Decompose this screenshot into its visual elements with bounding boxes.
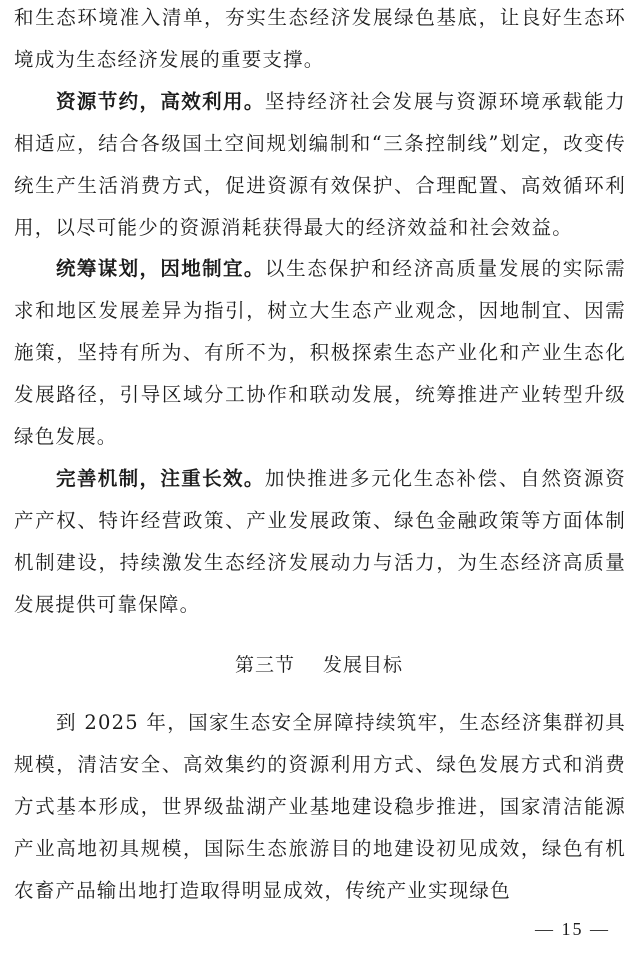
page-number: — 15 — (535, 919, 610, 939)
paragraph-resource-saving (14, 81, 626, 249)
section-body (14, 702, 626, 912)
paragraph-improve-mechanism (14, 458, 626, 626)
paragraph-continuation (14, 0, 626, 81)
paragraph-lead-heading: 统筹谋划，因地制宜。 (56, 257, 265, 281)
paragraph-text: 加快推进多元化生态补偿、自然资源资产产权、特许经营政策、产业发展政策、绿色金融政策等方面体制机制建设，持续激发生态经济发展动力与活力，为生态经济高质量发展提供可靠保障。 (14, 466, 626, 616)
paragraph-goals (14, 702, 626, 912)
paragraph-text: 和生态环境准入清单，夯实生态经济发展绿色基底，让良好生态环境成为生态经济发展的重要支撑。 (14, 6, 626, 71)
section-title: 发展目标 (323, 654, 404, 676)
body-text (14, 0, 626, 626)
paragraph-lead-heading: 完善机制，注重长效。 (56, 466, 265, 490)
paragraph-text: 到 2025 年，国家生态安全屏障持续筑牢，生态经济集群初具规模，清洁安全、高效集约的资源利用方式、绿色发展方式和消费方式基本形成，世界级盐湖产业基地建设稳步推进，国家清洁能源产业高地初具规模，国际生态旅游目的地建设初见成效，绿色有机农畜产品输出地打造取得明显成效，传统产业实现绿色 (14, 711, 626, 902)
section-heading (0, 645, 638, 685)
paragraph-text: 以生态保护和经济高质量发展的实际需求和地区发展差异为指引，树立大生态产业观念，因地制宜、因需施策，坚持有所为、有所不为，积极探索生态产业化和产业生态化发展路径，引导区域分工协作和联动发展，统筹推进产业转型升级绿色发展。 (14, 257, 626, 449)
paragraph-lead-heading: 资源节约，高效利用。 (56, 89, 265, 113)
section-number: 第三节 (234, 654, 295, 676)
paragraph-text: 坚持经济社会发展与资源环境承载能力相适应，结合各级国土空间规划编制和“三条控制线”划定，改变传统生产生活消费方式，促进资源有效保护、合理配置、高效循环利用，以尽可能少的资源消耗获得最大的经济效益和社会效益。 (14, 89, 626, 239)
paragraph-overall-planning (14, 248, 626, 458)
